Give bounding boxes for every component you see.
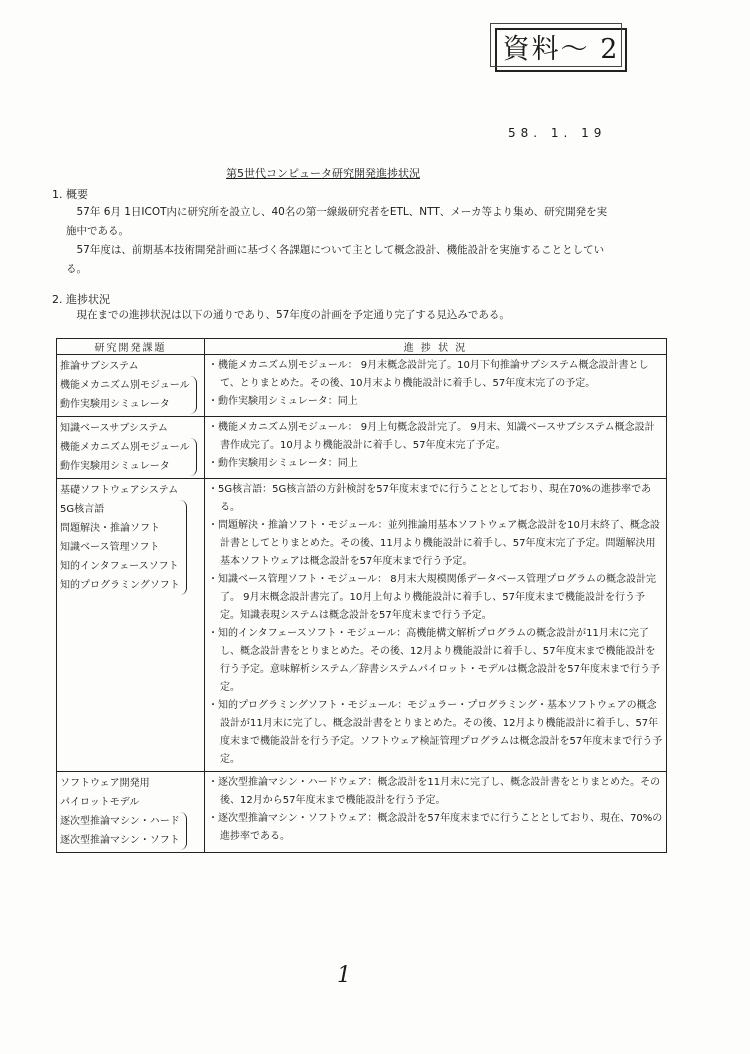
subtask-group xyxy=(60,438,197,476)
subtask: 動作実験用シミュレータ xyxy=(60,461,170,472)
status-item: ・ 動作実験用シミュレータ：同上 xyxy=(208,393,663,411)
status-cell xyxy=(205,479,667,772)
status-cell xyxy=(205,355,667,417)
status-item: ・ 知識ベース管理ソフト・モジュール： 8月末大規模関係データベース管理プログラムの概念設計完了。 9月末概念設計書完了。10月上旬より機能設計に着手し、57年度末まで機能設計を行う予定。知識表現システムは概念設計を57年度末まで行う予定。 xyxy=(208,571,663,625)
overview-body xyxy=(66,203,611,279)
progress-table xyxy=(56,338,667,853)
task-name: 知識ベースサブシステム xyxy=(60,423,168,434)
table-row xyxy=(57,772,667,853)
status-item: ・ 動作実験用シミュレータ：同上 xyxy=(208,455,663,473)
task-cell xyxy=(57,355,205,417)
task-name-line2: パイロットモデル xyxy=(60,797,140,808)
subtask: 5G核言語 xyxy=(60,504,105,515)
table-row xyxy=(57,479,667,772)
task-cell xyxy=(57,772,205,853)
progress-intro-text: 現在までの進捗状況は以下の通りであり、57年度の計画を予定通り完了する見込みである。 xyxy=(76,309,510,321)
status-item: ・ 問題解決・推論ソフト・モジュール：並列推論用基本ソフトウェア概念設計を10月末終了、概念設計書としてとりまとめた。その後、11月より機能設計に着手し、57年度末完了予定。問題解決用基本ソフトウェアは概念設計を57年度末まで行う予定。 xyxy=(208,517,663,571)
status-item: ・ 知的インタフェースソフト・モジュール：高機能構文解析プログラムの概念設計が11月末に完了し、概念設計書をとりまとめた。その後、12月より機能設計に着手し、57年度末まで機能設計を行う予定。意味解析システム／辞書システムパイロット・モデルは概念設計を57年度末まで行う予定。 xyxy=(208,625,663,697)
document-label-box: 資料～ 2 xyxy=(495,28,627,72)
col-header-task: 研究開発課題 xyxy=(57,339,205,355)
subtask: 機能メカニズム別モジュール xyxy=(60,380,190,391)
subtask-group xyxy=(60,376,197,414)
subtask: 知的インタフェースソフト xyxy=(60,561,179,572)
status-cell xyxy=(205,417,667,479)
status-item: ・ 機能メカニズム別モジュール： 9月上旬概念設計完了。 9月末、知識ベースサブシステム概念設計書作成完了。10月より機能設計に着手し、57年度末完了予定。 xyxy=(208,419,663,455)
status-item: ・ 5G核言語：5G核言語の方針検討を57年度末までに行うこととしており、現在70%の進捗率である。 xyxy=(208,481,663,517)
status-item: ・ 逐次型推論マシン・ソフトウェア：概念設計を57年度末までに行うこととしており、現在、70%の進捗率である。 xyxy=(208,810,663,846)
status-item: ・ 機能メカニズム別モジュール： 9月末概念設計完了。10月下旬推論サブシステム概念設計書として、とりまとめた。その後、10月末より機能設計に着手し、57年度末完了の予定。 xyxy=(208,357,663,393)
subtask: 逐次型推論マシン・ソフト xyxy=(60,835,180,846)
task-name: ソフトウェア開発用 xyxy=(60,778,150,789)
subtask-group xyxy=(60,812,187,850)
col-header-status: 進 捗 状 況 xyxy=(205,339,667,355)
table-header-row xyxy=(57,339,667,355)
table-row xyxy=(57,355,667,417)
progress-intro xyxy=(66,306,626,325)
status-item: ・ 逐次型推論マシン・ハードウェア：概念設計を11月末に完了し、概念設計書をとりまとめた。その後、12月から57年度末まで機能設計を行う予定。 xyxy=(208,774,663,810)
subtask-group xyxy=(60,500,187,595)
subtask: 逐次型推論マシン・ハード xyxy=(60,816,180,827)
task-name: 推論サブシステム xyxy=(60,361,139,372)
task-cell xyxy=(57,417,205,479)
subtask: 問題解決・推論ソフト xyxy=(60,523,160,534)
subtask: 動作実験用シミュレータ xyxy=(60,399,170,410)
overview-paragraph: 57年 6月 1日ICOT内に研究所を設立し、40名の第一線級研究者をETL、NTT、メーカ等より集め、研究開発を実施中である。 xyxy=(66,206,608,237)
overview-heading: 1. 概要 xyxy=(52,188,88,201)
task-name: 基礎ソフトウェアシステム xyxy=(60,485,179,496)
overview-paragraph: 57年度は、前期基本技術開発計画に基づく各課題について主として概念設計、機能設計を実施することとしている。 xyxy=(66,244,605,275)
subtask: 知識ベース管理ソフト xyxy=(60,542,160,553)
document-date: 58. 1. 19 xyxy=(508,126,607,140)
subtask: 知的プログラミングソフト xyxy=(60,580,180,591)
progress-heading: 2. 進捗状況 xyxy=(52,293,110,306)
document-title: 第5世代コンピュータ研究開発進捗状況 xyxy=(226,167,420,180)
status-cell xyxy=(205,772,667,853)
subtask: 機能メカニズム別モジュール xyxy=(60,442,190,453)
task-cell xyxy=(57,479,205,772)
table-row xyxy=(57,417,667,479)
status-item: ・ 知的プログラミングソフト・モジュール：モジュラー・プログラミング・基本ソフトウェアの概念設計が11月末に完了し、概念設計書をとりまとめた。その後、12月より機能設計に着手し、57年度末まで機能設計を行う予定。ソフトウェア検証管理プログラムは概念設計を57年度末まで行う予定。 xyxy=(208,697,663,769)
page-number: 1 xyxy=(337,963,351,988)
